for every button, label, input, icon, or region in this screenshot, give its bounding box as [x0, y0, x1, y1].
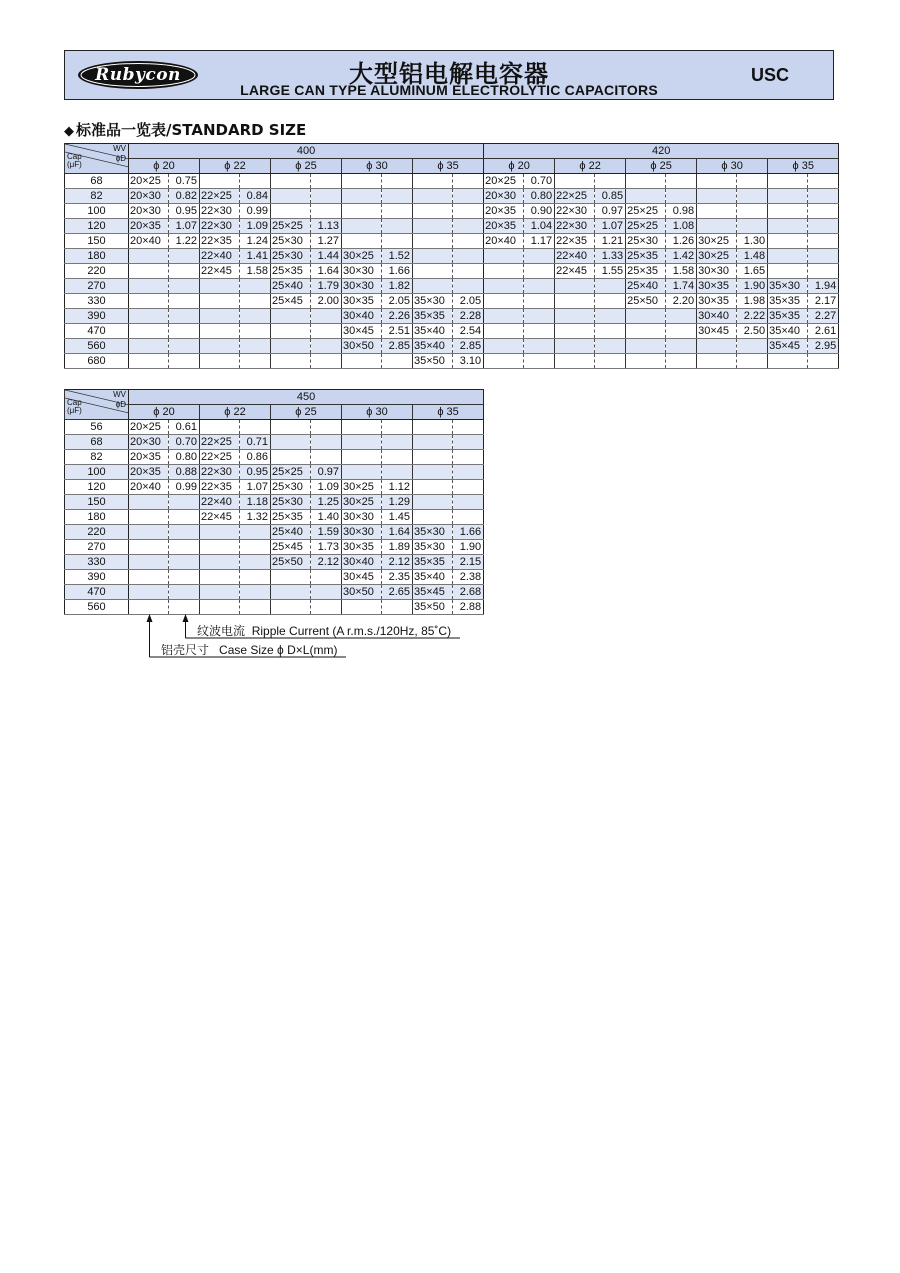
ripple-current-cell: 2.88: [453, 600, 484, 615]
ripple-current-cell: 1.24: [240, 234, 271, 249]
case-size-cell: 25×40: [271, 279, 311, 294]
ripple-current-cell: 1.32: [240, 510, 271, 525]
case-size-cell: 30×30: [697, 264, 737, 279]
ripple-current-cell: 1.07: [169, 219, 200, 234]
ripple-current-cell: 1.64: [311, 264, 342, 279]
case-size-cell: 35×40: [768, 324, 808, 339]
ripple-current-cell: 1.07: [240, 480, 271, 495]
diameter-header: ϕ 35: [413, 159, 484, 174]
case-size-cell: 30×25: [342, 495, 382, 510]
case-size-cell: 35×35: [413, 555, 453, 570]
case-size-cell: 22×45: [200, 510, 240, 525]
section-title-text: 标准品一览表/STANDARD SIZE: [76, 121, 307, 139]
ripple-current-cell: 1.09: [311, 480, 342, 495]
case-size-cell: 22×35: [555, 234, 595, 249]
case-size-cell: 25×35: [626, 264, 666, 279]
ripple-current-cell: 1.58: [666, 264, 697, 279]
ripple-current-cell: 2.26: [382, 309, 413, 324]
ripple-current-cell: 1.64: [382, 525, 413, 540]
diameter-header: ϕ 20: [129, 405, 200, 420]
case-size-cell: 30×40: [342, 555, 382, 570]
case-size-cell: 25×25: [271, 219, 311, 234]
ripple-label-cn: 纹波电流: [197, 624, 246, 638]
case-size-cell: 25×30: [271, 249, 311, 264]
diamond-icon: ◆: [64, 124, 74, 139]
diameter-header: ϕ 25: [626, 159, 697, 174]
capacitance-cell: 82: [65, 189, 129, 204]
ripple-current-cell: 1.98: [737, 294, 768, 309]
ripple-current-cell: 1.07: [595, 219, 626, 234]
ripple-current-cell: 1.29: [382, 495, 413, 510]
ripple-current-cell: 1.65: [737, 264, 768, 279]
ripple-current-cell: 0.82: [169, 189, 200, 204]
corner-wv-label: WV: [113, 144, 126, 153]
ripple-current-cell: 1.79: [311, 279, 342, 294]
case-size-cell: 30×50: [342, 585, 382, 600]
ripple-current-cell: 2.61: [808, 324, 839, 339]
ripple-current-cell: 0.88: [169, 465, 200, 480]
ripple-current-cell: 2.12: [382, 555, 413, 570]
ripple-current-legend: [197, 622, 451, 639]
case-size-cell: 35×45: [413, 585, 453, 600]
ripple-current-cell: 0.98: [666, 204, 697, 219]
case-size-cell: 20×35: [484, 204, 524, 219]
diameter-header: ϕ 25: [271, 159, 342, 174]
capacitance-cell: 470: [65, 324, 129, 339]
diameter-header: ϕ 30: [342, 159, 413, 174]
capacitance-cell: 560: [65, 600, 129, 615]
ripple-current-cell: 2.68: [453, 585, 484, 600]
case-size-cell: 30×40: [342, 309, 382, 324]
ripple-current-cell: 0.99: [240, 204, 271, 219]
case-size-cell: 30×30: [342, 510, 382, 525]
capacitance-cell: 150: [65, 234, 129, 249]
case-size-cell: 35×30: [413, 540, 453, 555]
capacitance-cell: 120: [65, 219, 129, 234]
capacitance-cell: 680: [65, 354, 129, 369]
ripple-current-cell: 1.90: [737, 279, 768, 294]
case-size-cell: 22×35: [200, 234, 240, 249]
capacitance-cell: 150: [65, 495, 129, 510]
case-size-cell: 20×30: [129, 204, 169, 219]
case-size-cell: 30×30: [342, 264, 382, 279]
ripple-current-cell: 2.85: [453, 339, 484, 354]
case-size-cell: 35×30: [413, 294, 453, 309]
case-size-cell: 20×35: [129, 450, 169, 465]
case-size-cell: 30×25: [697, 234, 737, 249]
case-size-cell: 35×40: [413, 339, 453, 354]
capacitance-cell: 560: [65, 339, 129, 354]
title-english: LARGE CAN TYPE ALUMINUM ELECTROLYTIC CAPACITORS: [240, 82, 658, 98]
ripple-current-cell: 1.48: [737, 249, 768, 264]
ripple-current-cell: 0.99: [169, 480, 200, 495]
ripple-current-cell: 3.10: [453, 354, 484, 369]
case-size-cell: 30×35: [697, 294, 737, 309]
ripple-current-cell: 1.59: [311, 525, 342, 540]
ripple-current-cell: 0.97: [311, 465, 342, 480]
capacitance-cell: 270: [65, 540, 129, 555]
case-size-cell: 20×25: [484, 174, 524, 189]
ripple-current-cell: 1.26: [666, 234, 697, 249]
ripple-current-cell: 1.27: [311, 234, 342, 249]
capacitance-cell: 390: [65, 309, 129, 324]
corner-cap-label: Cap: [67, 152, 82, 161]
case-size-cell: 35×50: [413, 354, 453, 369]
case-size-cell: 20×35: [129, 465, 169, 480]
case-size-cell: 25×30: [271, 495, 311, 510]
case-size-cell: 35×40: [413, 570, 453, 585]
title-chinese: 大型铝电解电容器: [349, 60, 549, 88]
ripple-current-cell: 2.00: [311, 294, 342, 309]
case-size-cell: 25×30: [271, 234, 311, 249]
case-size-cell: 30×25: [697, 249, 737, 264]
ripple-current-cell: 2.50: [737, 324, 768, 339]
ripple-current-cell: 2.54: [453, 324, 484, 339]
ripple-current-cell: 1.74: [666, 279, 697, 294]
case-size-cell: 30×25: [342, 249, 382, 264]
case-size-cell: 25×30: [626, 234, 666, 249]
ripple-current-cell: 0.80: [524, 189, 555, 204]
diameter-header: ϕ 22: [200, 159, 271, 174]
voltage-header: 450: [129, 390, 484, 405]
case-label-en: Case Size ϕ D×L(mm): [219, 643, 338, 657]
ripple-current-cell: 1.41: [240, 249, 271, 264]
case-size-cell: 25×35: [271, 264, 311, 279]
diameter-header: ϕ 30: [342, 405, 413, 420]
ripple-current-cell: 0.97: [595, 204, 626, 219]
case-size-cell: 35×30: [413, 525, 453, 540]
case-size-cell: 35×40: [413, 324, 453, 339]
capacitance-cell: 68: [65, 174, 129, 189]
capacitance-cell: 180: [65, 510, 129, 525]
ripple-current-cell: 2.05: [382, 294, 413, 309]
ripple-current-cell: 2.12: [311, 555, 342, 570]
ripple-current-cell: 0.61: [169, 420, 200, 435]
ripple-current-cell: 0.90: [524, 204, 555, 219]
ripple-current-cell: 2.95: [808, 339, 839, 354]
ripple-current-cell: 1.22: [169, 234, 200, 249]
capacitance-cell: 100: [65, 465, 129, 480]
case-size-cell: 25×35: [626, 249, 666, 264]
ripple-current-cell: 2.38: [453, 570, 484, 585]
ripple-current-cell: 1.90: [453, 540, 484, 555]
capacitance-cell: 330: [65, 294, 129, 309]
capacitance-cell: 330: [65, 555, 129, 570]
case-size-cell: 25×50: [271, 555, 311, 570]
case-size-cell: 30×30: [342, 525, 382, 540]
case-size-cell: 35×35: [768, 309, 808, 324]
ripple-current-cell: 1.58: [240, 264, 271, 279]
logo-text: Rubycon: [95, 65, 181, 85]
ripple-current-cell: 1.52: [382, 249, 413, 264]
case-size-cell: 35×35: [413, 309, 453, 324]
case-size-cell: 20×30: [129, 189, 169, 204]
ripple-current-cell: 2.17: [808, 294, 839, 309]
case-size-cell: 25×35: [271, 510, 311, 525]
case-size-cell: 30×35: [697, 279, 737, 294]
case-size-cell: 22×45: [555, 264, 595, 279]
case-size-cell: 22×40: [555, 249, 595, 264]
case-size-cell: 22×25: [200, 450, 240, 465]
case-size-cell: 30×35: [342, 294, 382, 309]
ripple-current-cell: 1.73: [311, 540, 342, 555]
diameter-header: ϕ 22: [555, 159, 626, 174]
corner-diameter-label: ϕD: [115, 154, 126, 163]
corner-unit-label: (μF): [67, 160, 82, 169]
case-size-cell: 22×25: [200, 435, 240, 450]
case-size-cell: 22×30: [200, 219, 240, 234]
capacitance-cell: 220: [65, 264, 129, 279]
capacitance-cell: 270: [65, 279, 129, 294]
case-size-cell: 25×30: [271, 480, 311, 495]
case-size-cell: 22×25: [200, 189, 240, 204]
ripple-current-cell: 1.66: [382, 264, 413, 279]
ripple-current-cell: 1.18: [240, 495, 271, 510]
case-size-cell: 22×45: [200, 264, 240, 279]
case-size-cell: 30×25: [342, 480, 382, 495]
case-size-cell: 25×25: [626, 219, 666, 234]
ripple-current-cell: 0.85: [595, 189, 626, 204]
case-size-legend: [161, 641, 337, 658]
diameter-header: ϕ 25: [271, 405, 342, 420]
case-size-cell: 25×45: [271, 294, 311, 309]
voltage-header: 420: [484, 144, 839, 159]
ripple-current-cell: 1.42: [666, 249, 697, 264]
ripple-current-cell: 0.95: [240, 465, 271, 480]
ripple-current-cell: 2.27: [808, 309, 839, 324]
capacitance-cell: 82: [65, 450, 129, 465]
ripple-current-cell: 1.09: [240, 219, 271, 234]
ripple-current-cell: 1.13: [311, 219, 342, 234]
ripple-current-cell: 0.84: [240, 189, 271, 204]
ripple-current-cell: 2.28: [453, 309, 484, 324]
corner-wv-label: WV: [113, 390, 126, 399]
ripple-current-cell: 1.12: [382, 480, 413, 495]
case-size-cell: 20×40: [129, 480, 169, 495]
case-size-cell: 20×40: [129, 234, 169, 249]
ripple-label-en: Ripple Current (A r.m.s./120Hz, 85˚C): [251, 624, 452, 638]
case-size-cell: 25×40: [626, 279, 666, 294]
case-size-cell: 22×35: [200, 480, 240, 495]
ripple-current-cell: 1.66: [453, 525, 484, 540]
capacitance-cell: 56: [65, 420, 129, 435]
ripple-current-cell: 1.30: [737, 234, 768, 249]
case-size-cell: 25×45: [271, 540, 311, 555]
ripple-current-cell: 1.55: [595, 264, 626, 279]
case-size-cell: 20×25: [129, 174, 169, 189]
ripple-current-cell: 1.21: [595, 234, 626, 249]
ripple-current-cell: 2.05: [453, 294, 484, 309]
case-size-cell: 35×35: [768, 294, 808, 309]
capacitance-cell: 470: [65, 585, 129, 600]
ripple-current-cell: 2.22: [737, 309, 768, 324]
ripple-current-cell: 0.70: [169, 435, 200, 450]
case-size-cell: 25×25: [271, 465, 311, 480]
case-size-cell: 30×40: [697, 309, 737, 324]
case-size-cell: 35×50: [413, 600, 453, 615]
ripple-current-cell: 2.20: [666, 294, 697, 309]
case-size-cell: 22×30: [555, 219, 595, 234]
ripple-current-cell: 1.25: [311, 495, 342, 510]
case-size-cell: 20×25: [129, 420, 169, 435]
ripple-current-cell: 1.33: [595, 249, 626, 264]
case-size-cell: 20×30: [484, 189, 524, 204]
series-code: USC: [750, 65, 789, 85]
case-size-cell: 35×45: [768, 339, 808, 354]
case-label-cn: 铝壳尺寸: [161, 643, 210, 657]
diameter-header: ϕ 35: [413, 405, 484, 420]
case-size-cell: 20×35: [484, 219, 524, 234]
ripple-current-cell: 1.40: [311, 510, 342, 525]
case-size-cell: 30×30: [342, 279, 382, 294]
ripple-current-cell: 0.75: [169, 174, 200, 189]
case-size-cell: 20×35: [129, 219, 169, 234]
ripple-current-cell: 2.85: [382, 339, 413, 354]
corner-cap-label: Cap: [67, 398, 82, 407]
capacitance-cell: 68: [65, 435, 129, 450]
case-size-cell: 30×35: [342, 540, 382, 555]
voltage-header: 400: [129, 144, 484, 159]
ripple-current-cell: 2.15: [453, 555, 484, 570]
case-size-cell: 22×30: [555, 204, 595, 219]
case-size-cell: 25×25: [626, 204, 666, 219]
ripple-current-cell: 1.04: [524, 219, 555, 234]
ripple-current-cell: 0.95: [169, 204, 200, 219]
capacitance-cell: 390: [65, 570, 129, 585]
ripple-current-cell: 1.89: [382, 540, 413, 555]
diameter-header: ϕ 30: [697, 159, 768, 174]
ripple-current-cell: 2.35: [382, 570, 413, 585]
case-size-cell: 30×45: [697, 324, 737, 339]
case-size-cell: 22×30: [200, 204, 240, 219]
ripple-current-cell: 1.08: [666, 219, 697, 234]
capacitance-cell: 180: [65, 249, 129, 264]
ripple-current-cell: 1.94: [808, 279, 839, 294]
ripple-current-cell: 1.17: [524, 234, 555, 249]
case-size-cell: 30×45: [342, 324, 382, 339]
capacitance-cell: 220: [65, 525, 129, 540]
case-size-cell: 30×50: [342, 339, 382, 354]
case-size-cell: 20×40: [484, 234, 524, 249]
case-size-cell: 22×25: [555, 189, 595, 204]
ripple-current-cell: 2.65: [382, 585, 413, 600]
diameter-header: ϕ 20: [129, 159, 200, 174]
ripple-current-cell: 0.71: [240, 435, 271, 450]
case-size-cell: 20×30: [129, 435, 169, 450]
capacitance-cell: 120: [65, 480, 129, 495]
ripple-current-cell: 0.80: [169, 450, 200, 465]
corner-unit-label: (μF): [67, 406, 82, 415]
ripple-current-cell: 1.44: [311, 249, 342, 264]
case-size-cell: 22×40: [200, 249, 240, 264]
case-size-cell: 30×45: [342, 570, 382, 585]
case-size-cell: 35×30: [768, 279, 808, 294]
ripple-current-cell: 1.45: [382, 510, 413, 525]
capacitance-cell: 100: [65, 204, 129, 219]
diameter-header: ϕ 20: [484, 159, 555, 174]
ripple-current-cell: 0.86: [240, 450, 271, 465]
diameter-header: ϕ 35: [768, 159, 839, 174]
diameter-header: ϕ 22: [200, 405, 271, 420]
ripple-current-cell: 2.51: [382, 324, 413, 339]
case-size-cell: 25×40: [271, 525, 311, 540]
ripple-current-cell: 0.70: [524, 174, 555, 189]
ripple-current-cell: 1.82: [382, 279, 413, 294]
case-size-cell: 25×50: [626, 294, 666, 309]
case-size-cell: 22×30: [200, 465, 240, 480]
corner-diameter-label: ϕD: [115, 400, 126, 409]
case-size-cell: 22×40: [200, 495, 240, 510]
